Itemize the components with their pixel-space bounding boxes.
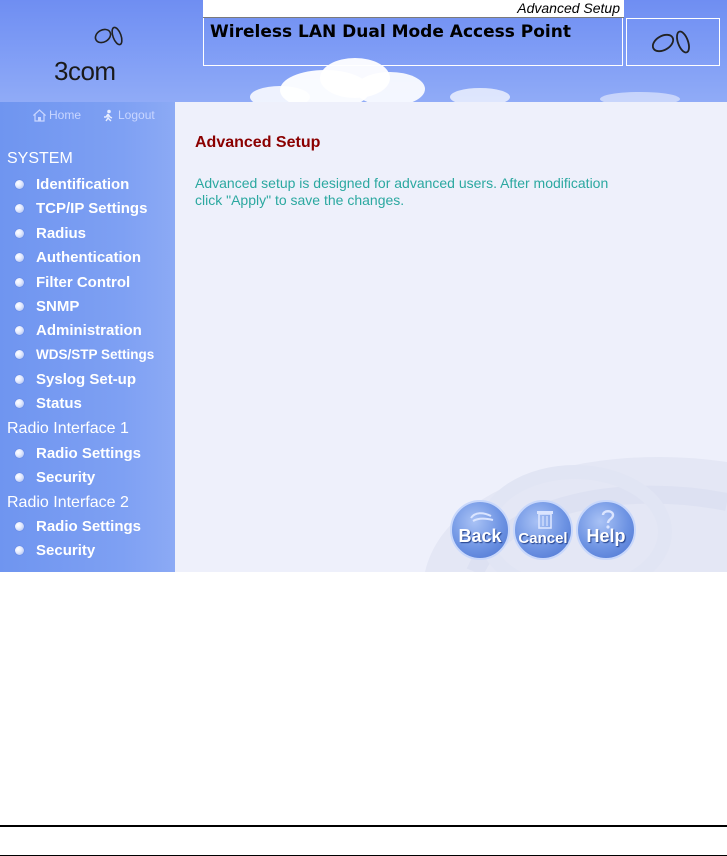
nav-label: Radio Settings	[36, 445, 142, 462]
nav-label: Administration	[36, 322, 142, 339]
nav-label: Radius	[36, 225, 87, 242]
nav-label: Security	[36, 542, 96, 559]
cloud-decoration	[450, 88, 510, 102]
bullet-icon	[15, 375, 24, 384]
bullet-icon	[15, 253, 24, 262]
nav-label: TCP/IP Settings	[36, 200, 148, 217]
nav-item-tcpip[interactable]	[15, 200, 147, 217]
help-button-label: Help	[586, 526, 626, 546]
nav-label: Status	[36, 395, 82, 412]
cloud-decoration	[250, 86, 310, 102]
page-title: Advanced Setup	[195, 134, 321, 151]
bullet-icon	[15, 229, 24, 238]
3com-rings-icon	[92, 24, 128, 48]
bullet-icon	[15, 546, 24, 555]
home-icon	[33, 109, 46, 122]
nav-item-radius[interactable]	[15, 225, 86, 242]
section-tab	[203, 0, 624, 18]
nav-item-identification[interactable]	[15, 176, 129, 193]
nav-item-radio1-security[interactable]	[15, 469, 95, 486]
page-description: Advanced setup is designed for advanced users. After modification click "Apply" to save the changes.	[195, 175, 609, 208]
cancel-button[interactable]	[513, 500, 573, 560]
bullet-icon	[15, 449, 24, 458]
page-rule	[0, 825, 727, 827]
nav-item-snmp[interactable]	[15, 298, 79, 315]
brand-name: 3com	[54, 56, 116, 86]
background-swoosh-decoration	[175, 102, 727, 572]
bullet-icon	[15, 278, 24, 287]
bullet-icon	[15, 350, 24, 359]
section-heading-radio-2: Radio Interface 2	[7, 494, 129, 511]
nav-label: Syslog Set-up	[36, 371, 137, 388]
nav-label: Identification	[36, 176, 130, 193]
bullet-icon	[15, 326, 24, 335]
nav-label: Authentication	[36, 249, 141, 266]
nav-item-status[interactable]	[15, 395, 82, 412]
nav-label: SNMP	[36, 298, 80, 315]
nav-item-radio1-settings[interactable]	[15, 445, 141, 462]
header-banner	[0, 0, 727, 102]
main-content	[175, 102, 727, 572]
help-button[interactable]	[576, 500, 636, 560]
home-link[interactable]	[33, 108, 81, 122]
section-heading-radio-1: Radio Interface 1	[7, 420, 129, 437]
title-logo-box	[626, 18, 720, 66]
sidebar-toplinks	[0, 102, 175, 128]
bullet-icon	[15, 180, 24, 189]
logout-icon	[102, 109, 115, 122]
nav-item-administration[interactable]	[15, 322, 142, 339]
back-hand-icon	[469, 508, 495, 528]
trash-icon	[532, 508, 558, 530]
back-button[interactable]	[450, 500, 510, 560]
back-button-label: Back	[458, 526, 502, 546]
nav-item-radio2-security[interactable]	[15, 542, 95, 559]
nav-label: WDS/STP Settings	[36, 347, 155, 362]
bullet-icon	[15, 473, 24, 482]
cancel-button-label: Cancel	[518, 530, 568, 547]
nav-label: Security	[36, 469, 96, 486]
sidebar	[0, 102, 175, 572]
bullet-icon	[15, 399, 24, 408]
product-title: Wireless LAN Dual Mode Access Point	[210, 22, 571, 42]
bullet-icon	[15, 302, 24, 311]
section-tab-label: Advanced Setup	[517, 0, 620, 16]
nav-item-authentication[interactable]	[15, 249, 141, 266]
section-heading-system: SYSTEM	[7, 150, 73, 167]
cloud-decoration	[355, 72, 425, 102]
nav-item-syslog[interactable]	[15, 371, 136, 388]
logout-link[interactable]	[102, 108, 155, 122]
nav-label: Filter Control	[36, 274, 131, 291]
nav-label: Radio Settings	[36, 518, 142, 535]
nav-item-wds-stp[interactable]	[15, 347, 154, 362]
brand-logo	[0, 0, 200, 102]
3com-rings-icon	[641, 27, 701, 57]
cloud-decoration	[600, 92, 680, 102]
bullet-icon	[15, 522, 24, 531]
bullet-icon	[15, 204, 24, 213]
nav-item-filter-control[interactable]	[15, 274, 130, 291]
logout-link-label: Logout	[118, 108, 155, 122]
home-link-label: Home	[49, 108, 82, 122]
nav-item-radio2-settings[interactable]	[15, 518, 141, 535]
